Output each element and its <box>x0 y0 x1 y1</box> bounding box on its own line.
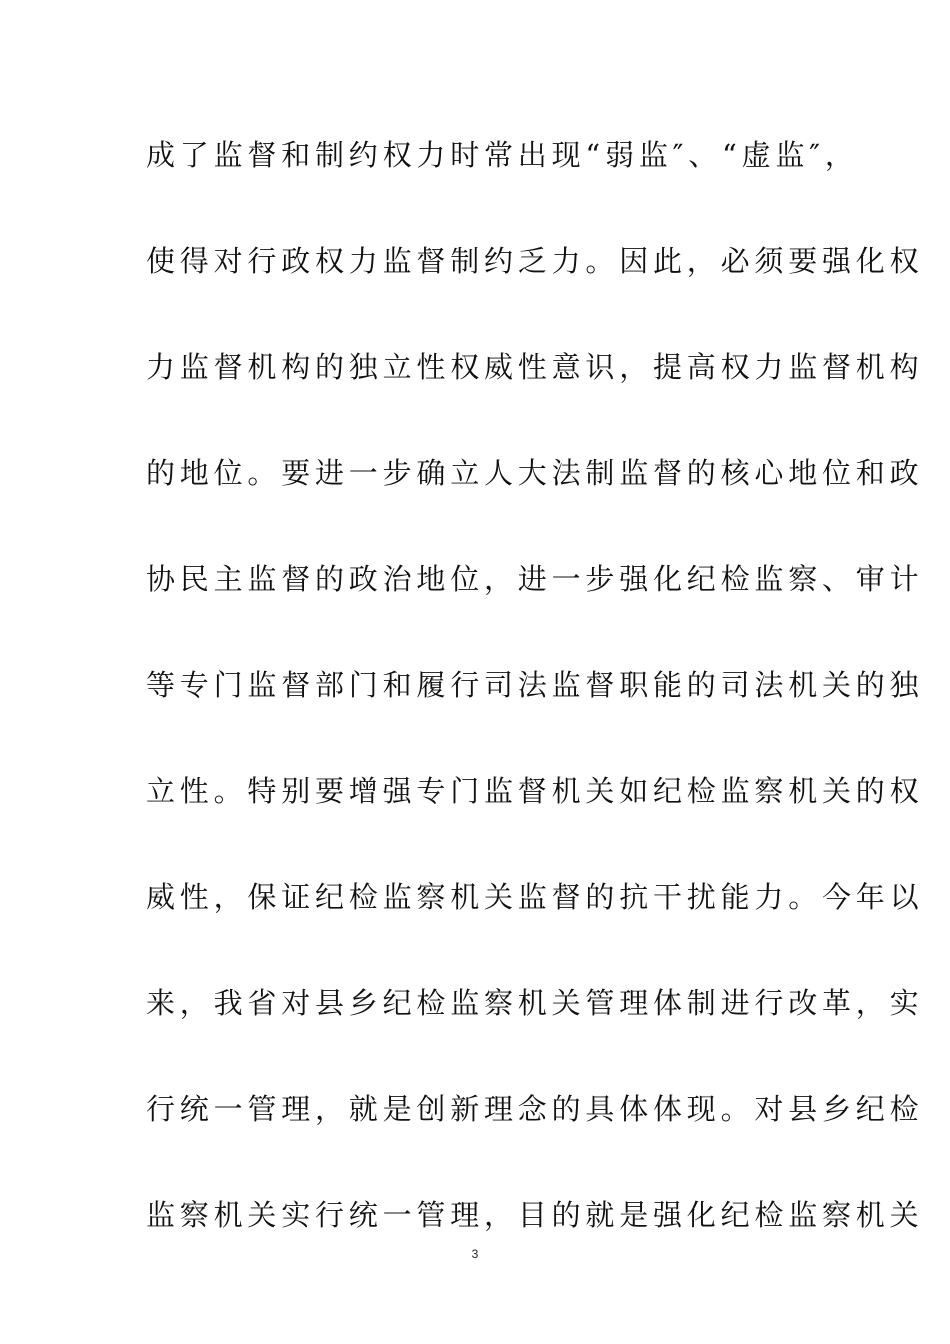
text-line: 立性。特别要增强专门监督机关如纪检监察机关的权 <box>146 774 924 808</box>
text-line: 力监督机构的独立性权威性意识，提高权力监督机构 <box>146 350 924 384</box>
text-line: 使得对行政权力监督制约乏力。因此，必须要强化权 <box>146 244 924 278</box>
page-number: 3 <box>471 1247 479 1261</box>
text-line: 协民主监督的政治地位，进一步强化纪检监察、审计 <box>146 562 924 596</box>
text-line: 威性，保证纪检监察机关监督的抗干扰能力。今年以 <box>146 880 924 914</box>
body-text <box>146 122 924 1288</box>
text-line: 成了监督和制约权力时常出现“弱监″、“虚监″， <box>146 138 859 172</box>
text-line: 行统一管理，就是创新理念的具体体现。对县乡纪检 <box>146 1092 924 1126</box>
text-line: 监察机关实行统一管理，目的就是强化纪检监察机关 <box>146 1198 924 1232</box>
text-line: 等专门监督部门和履行司法监督职能的司法机关的独 <box>146 668 924 702</box>
text-line: 的地位。要进一步确立人大法制监督的核心地位和政 <box>146 456 924 490</box>
text-line: 来，我省对县乡纪检监察机关管理体制进行改革，实 <box>146 986 924 1020</box>
